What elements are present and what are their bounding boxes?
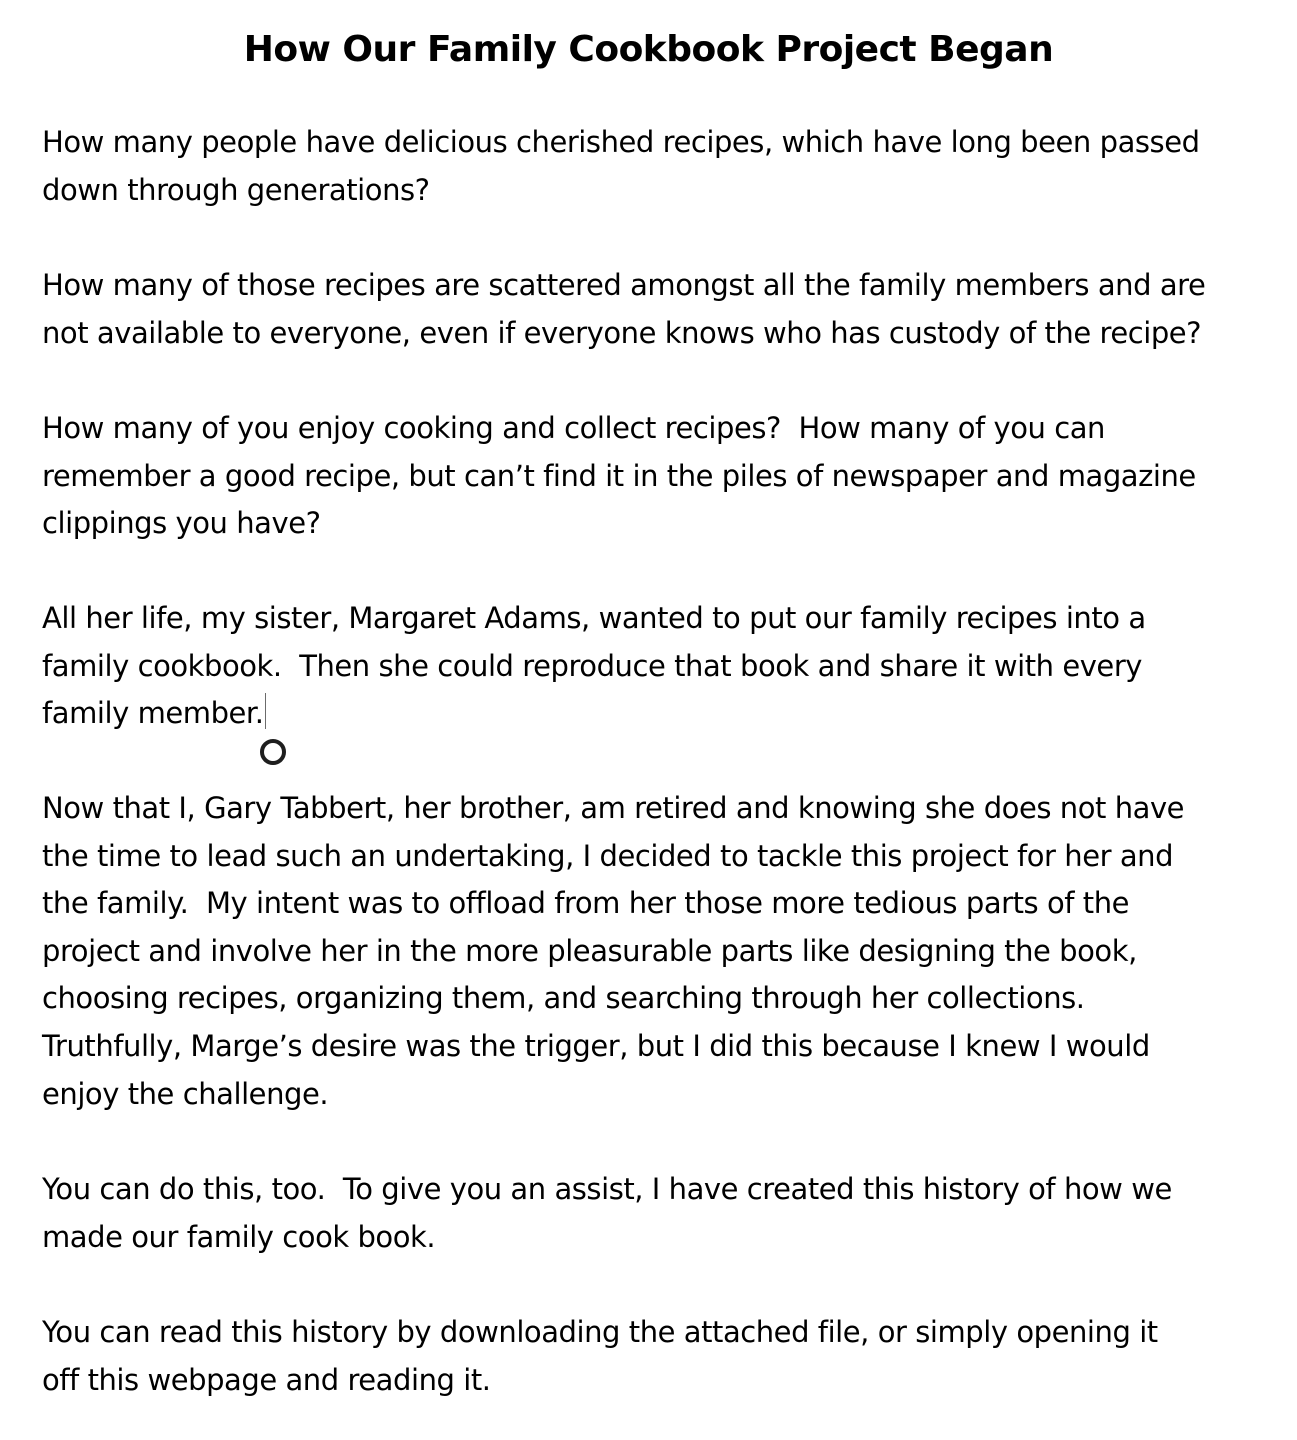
paragraph-line: the time to lead such an undertaking, I decided to tackle this project for her and bbox=[42, 838, 1174, 873]
paragraph-line-with-caret bbox=[42, 690, 1262, 738]
paragraph-line: You can read this history by downloading the attached file, or simply opening it bbox=[42, 1315, 1158, 1349]
document-title: How Our Family Cookbook Project Began bbox=[243, 29, 1054, 70]
paragraph-line: clippings you have? bbox=[42, 506, 321, 541]
paragraph-line: the family. My intent was to offload from her those more tedious parts of the bbox=[42, 886, 1130, 921]
paragraph-1 bbox=[42, 119, 1262, 214]
paragraph-5 bbox=[42, 785, 1262, 1118]
paragraph-6 bbox=[42, 1166, 1262, 1261]
paragraph-line: down through generations? bbox=[42, 172, 430, 207]
paragraph-3 bbox=[42, 405, 1262, 548]
paragraph-line: family cookbook. Then she could reproduce that book and share it with every bbox=[42, 648, 1143, 683]
paragraph-line: made our family cook book. bbox=[42, 1219, 436, 1254]
paragraph-line: How many people have delicious cherished recipes, which have long been passed bbox=[42, 125, 1200, 159]
paragraph-line: remember a good recipe, but can’t find it in the piles of newspaper and magazine bbox=[42, 458, 1196, 493]
paragraph-line: project and involve her in the more pleasurable parts like designing the book, bbox=[42, 933, 1137, 968]
paragraph-line: choosing recipes, organizing them, and searching through her collections. bbox=[42, 981, 1085, 1016]
paragraph-2 bbox=[42, 262, 1262, 357]
paragraph-line: How many of you enjoy cooking and collect recipes? How many of you can bbox=[42, 411, 1105, 445]
paragraph-line: You can do this, too. To give you an assist, I have created this history of how we bbox=[42, 1172, 1172, 1206]
text-caret bbox=[265, 693, 266, 729]
paragraph-line: enjoy the challenge. bbox=[42, 1076, 329, 1111]
busy-cursor-icon bbox=[260, 739, 286, 765]
paragraph-line: off this webpage and reading it. bbox=[42, 1362, 491, 1397]
paragraph-line: not available to everyone, even if everyone knows who has custody of the recipe? bbox=[42, 315, 1202, 350]
paragraph-line-text: family member. bbox=[42, 696, 264, 731]
paragraph-line: How many of those recipes are scattered amongst all the family members and are bbox=[42, 268, 1206, 302]
paragraph-line: All her life, my sister, Margaret Adams, wanted to put our family recipes into a bbox=[42, 601, 1146, 635]
paragraph-line: Now that I, Gary Tabbert, her brother, am retired and knowing she does not have bbox=[42, 791, 1185, 825]
paragraph-7 bbox=[42, 1309, 1262, 1404]
paragraph-4 bbox=[42, 595, 1262, 738]
paragraph-line: Truthfully, Marge’s desire was the trigger, but I did this because I knew I would bbox=[42, 1028, 1150, 1063]
